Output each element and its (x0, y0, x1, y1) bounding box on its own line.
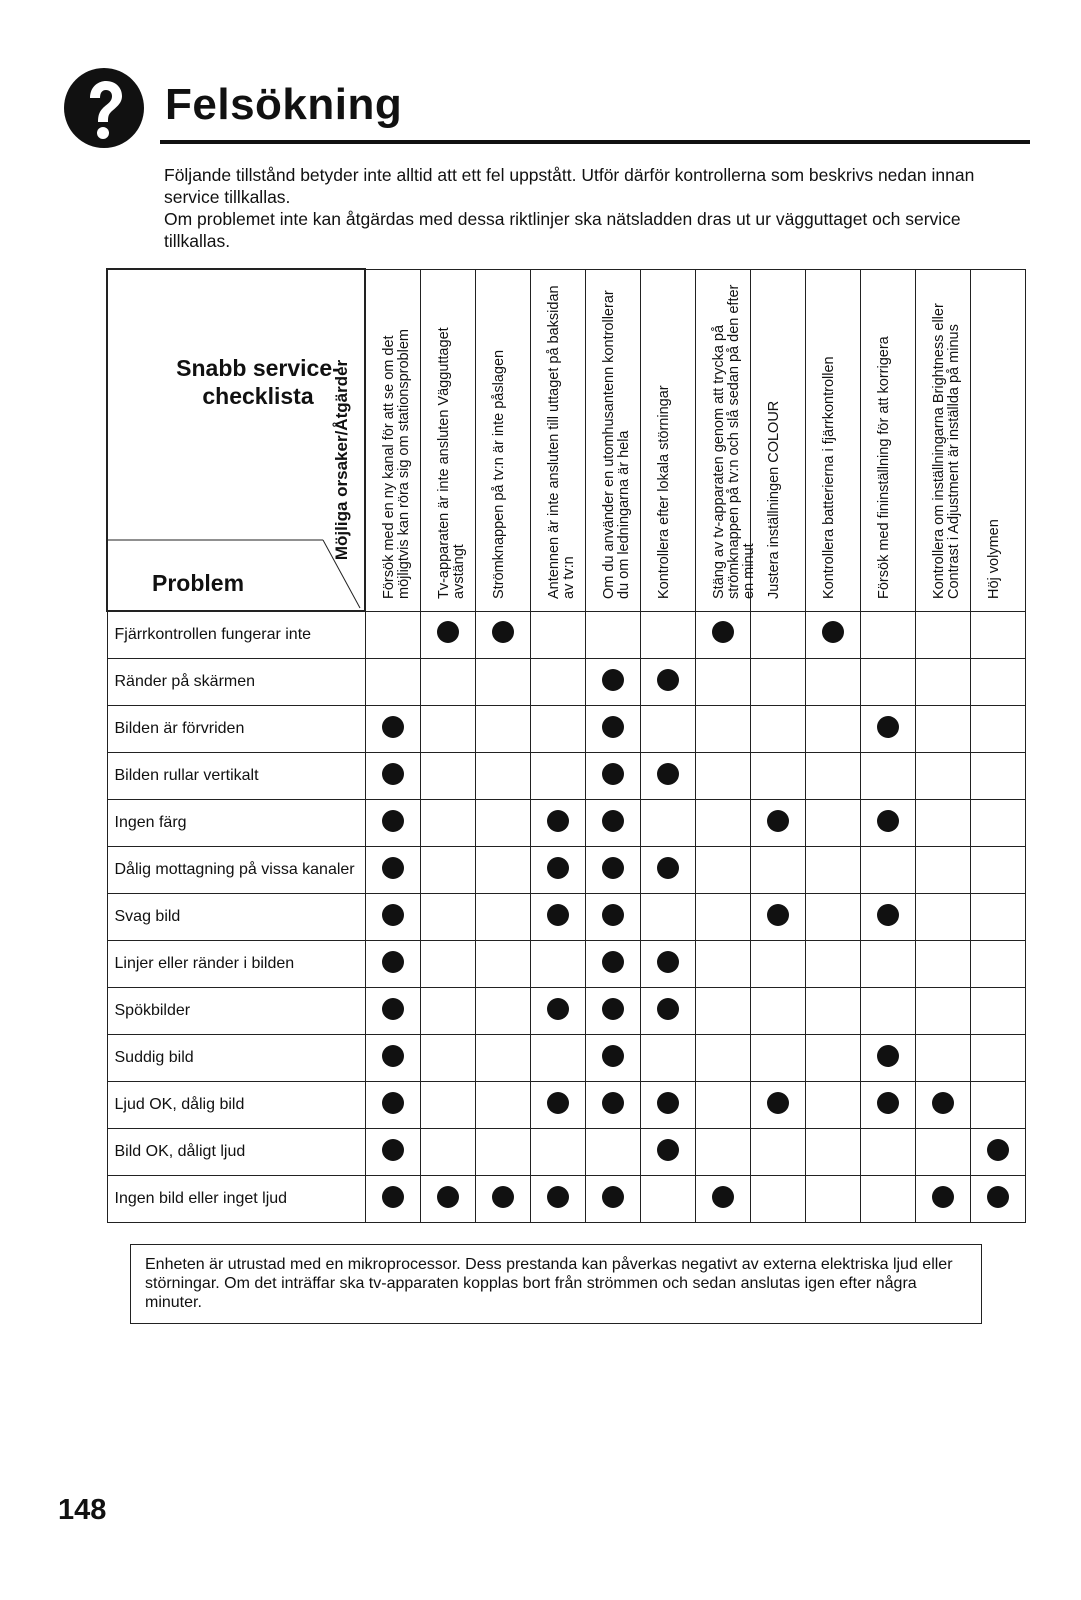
check-cell (365, 753, 421, 800)
check-cell (806, 847, 861, 894)
cause-label: Försök med fininställning för att korrigera (876, 335, 892, 599)
filled-dot-icon (602, 857, 624, 879)
check-cell (641, 800, 696, 847)
check-cell (806, 1176, 861, 1223)
check-cell (971, 611, 1026, 659)
problem-rows (107, 611, 1026, 1223)
filled-dot-icon (657, 998, 679, 1020)
check-cell (751, 894, 806, 941)
check-cell (751, 847, 806, 894)
cause-label: Tv-apparaten är inte ansluten Vägguttaget avstängt (436, 326, 467, 599)
check-cell (861, 753, 916, 800)
problem-label: Spökbilder (107, 988, 365, 1035)
check-cell (751, 1035, 806, 1082)
check-cell (421, 1129, 476, 1176)
check-cell (641, 1176, 696, 1223)
check-cell (476, 611, 531, 659)
check-cell (421, 659, 476, 706)
filled-dot-icon (382, 810, 404, 832)
check-cell (751, 706, 806, 753)
check-cell (971, 988, 1026, 1035)
check-cell (531, 706, 586, 753)
check-cell (641, 1129, 696, 1176)
cause-column-header (586, 269, 641, 611)
check-cell (806, 941, 861, 988)
cause-column-header (916, 269, 971, 611)
check-cell (861, 894, 916, 941)
filled-dot-icon (382, 1139, 404, 1161)
problem-label: Ingen bild eller inget ljud (107, 1176, 365, 1223)
filled-dot-icon (602, 1045, 624, 1067)
cause-label: Antennen är inte ansluten till uttaget på baksidan av tv:n (546, 284, 577, 599)
cause-column-header (696, 269, 757, 611)
check-cell (696, 1129, 751, 1176)
filled-dot-icon (547, 998, 569, 1020)
check-cell (861, 706, 916, 753)
check-cell (641, 753, 696, 800)
problem-label: Suddig bild (107, 1035, 365, 1082)
check-cell (861, 659, 916, 706)
check-cell (861, 1082, 916, 1129)
check-cell (586, 1129, 641, 1176)
filled-dot-icon (382, 716, 404, 738)
table-row (107, 894, 1026, 941)
filled-dot-icon (877, 810, 899, 832)
cause-label: Stäng av tv-apparaten genom att trycka på strömknappen på tv:n och slå sedan på den efter en minut (711, 284, 757, 599)
checklist-corner (107, 269, 365, 611)
check-cell (365, 847, 421, 894)
check-cell (421, 941, 476, 988)
cause-column-header (751, 269, 806, 611)
check-cell (586, 988, 641, 1035)
check-cell (971, 894, 1026, 941)
check-cell (696, 941, 751, 988)
check-cell (696, 706, 751, 753)
check-cell (586, 941, 641, 988)
check-cell (531, 1035, 586, 1082)
check-cell (971, 753, 1026, 800)
microprocessor-notice: Enheten är utrustad med en mikroprocessor. Dess prestanda kan påverkas negativt av externa elektriska ljud eller störningar. Om det inträffar ska tv-apparaten kopplas bort från strömmen och sedan anslutas igen efter några minuter. (130, 1244, 982, 1324)
filled-dot-icon (547, 904, 569, 926)
check-cell (806, 753, 861, 800)
check-cell (365, 1035, 421, 1082)
check-cell (586, 1082, 641, 1129)
table-row (107, 706, 1026, 753)
check-cell (971, 1176, 1026, 1223)
filled-dot-icon (547, 810, 569, 832)
check-cell (641, 941, 696, 988)
filled-dot-icon (877, 1045, 899, 1067)
check-cell (476, 941, 531, 988)
check-cell (916, 611, 971, 659)
check-cell (696, 611, 751, 659)
check-cell (531, 1176, 586, 1223)
check-cell (861, 988, 916, 1035)
cause-label: Kontrollera om inställningarna Brightness eller Contrast i Adjustment är inställda på minus (931, 302, 962, 599)
check-cell (531, 1129, 586, 1176)
check-cell (751, 941, 806, 988)
filled-dot-icon (712, 621, 734, 643)
cause-label: Kontrollera efter lokala störningar (656, 384, 672, 599)
check-cell (365, 988, 421, 1035)
table-row (107, 988, 1026, 1035)
table-row (107, 847, 1026, 894)
check-cell (365, 659, 421, 706)
intro-paragraph: Följande tillstånd betyder inte alltid att ett fel uppstått. Utför därför kontrollerna som beskrivs nedan innan service tillkallas. (164, 165, 975, 207)
intro-text (164, 164, 1024, 252)
filled-dot-icon (877, 716, 899, 738)
cause-column-header (421, 269, 476, 611)
column-header-row (107, 269, 1026, 611)
filled-dot-icon (382, 1045, 404, 1067)
check-cell (476, 1035, 531, 1082)
filled-dot-icon (767, 1092, 789, 1114)
check-cell (916, 941, 971, 988)
check-cell (916, 847, 971, 894)
check-cell (971, 706, 1026, 753)
cause-column-header (365, 269, 421, 611)
check-cell (696, 659, 751, 706)
check-cell (421, 847, 476, 894)
problem-label: Svag bild (107, 894, 365, 941)
service-checklist-table (106, 268, 1026, 1223)
filled-dot-icon (437, 621, 459, 643)
filled-dot-icon (657, 951, 679, 973)
filled-dot-icon (602, 716, 624, 738)
filled-dot-icon (877, 904, 899, 926)
check-cell (971, 1082, 1026, 1129)
cause-column-header (971, 269, 1026, 611)
cause-label: Strömknappen på tv:n är inte påslagen (491, 349, 507, 599)
filled-dot-icon (382, 904, 404, 926)
check-cell (751, 1129, 806, 1176)
check-cell (476, 894, 531, 941)
check-cell (916, 1082, 971, 1129)
check-cell (531, 800, 586, 847)
check-cell (806, 706, 861, 753)
filled-dot-icon (492, 621, 514, 643)
filled-dot-icon (987, 1139, 1009, 1161)
problem-label: Dålig mottagning på vissa kanaler (107, 847, 365, 894)
filled-dot-icon (437, 1186, 459, 1208)
check-cell (476, 1082, 531, 1129)
check-cell (916, 800, 971, 847)
intro-paragraph: Om problemet inte kan åtgärdas med dessa riktlinjer ska nätsladden dras ut ur vägguttaget och service tillkallas. (164, 209, 961, 251)
filled-dot-icon (932, 1186, 954, 1208)
check-cell (916, 1129, 971, 1176)
filled-dot-icon (547, 857, 569, 879)
check-cell (806, 894, 861, 941)
check-cell (476, 753, 531, 800)
filled-dot-icon (602, 763, 624, 785)
filled-dot-icon (382, 951, 404, 973)
check-cell (916, 988, 971, 1035)
check-cell (916, 894, 971, 941)
check-cell (365, 1129, 421, 1176)
check-cell (806, 1129, 861, 1176)
filled-dot-icon (712, 1186, 734, 1208)
filled-dot-icon (492, 1186, 514, 1208)
check-cell (751, 753, 806, 800)
problem-label: Bild OK, dåligt ljud (107, 1129, 365, 1176)
check-cell (586, 1176, 641, 1223)
check-cell (696, 1176, 751, 1223)
filled-dot-icon (767, 810, 789, 832)
corner-diagonal (108, 270, 362, 610)
check-cell (751, 1176, 806, 1223)
check-cell (916, 1176, 971, 1223)
check-cell (421, 753, 476, 800)
check-cell (641, 1035, 696, 1082)
check-cell (861, 611, 916, 659)
check-cell (806, 988, 861, 1035)
check-cell (586, 611, 641, 659)
filled-dot-icon (767, 904, 789, 926)
check-cell (421, 894, 476, 941)
check-cell (971, 847, 1026, 894)
table-row (107, 1176, 1026, 1223)
check-cell (476, 659, 531, 706)
check-cell (861, 1176, 916, 1223)
check-cell (806, 659, 861, 706)
problem-label: Linjer eller ränder i bilden (107, 941, 365, 988)
filled-dot-icon (382, 1092, 404, 1114)
check-cell (531, 988, 586, 1035)
filled-dot-icon (657, 669, 679, 691)
filled-dot-icon (602, 810, 624, 832)
check-cell (531, 1082, 586, 1129)
check-cell (971, 1129, 1026, 1176)
cause-label: Om du använder en utomhusantenn kontrollerar du om ledningarna är hela (601, 289, 632, 599)
check-cell (586, 1035, 641, 1082)
problem-label: Ränder på skärmen (107, 659, 365, 706)
check-cell (531, 753, 586, 800)
check-cell (916, 706, 971, 753)
filled-dot-icon (987, 1186, 1009, 1208)
checklist-title: Snabb service-checklista (176, 355, 340, 409)
filled-dot-icon (602, 904, 624, 926)
check-cell (531, 659, 586, 706)
check-cell (421, 988, 476, 1035)
check-cell (586, 800, 641, 847)
check-cell (365, 706, 421, 753)
filled-dot-icon (602, 1186, 624, 1208)
filled-dot-icon (602, 669, 624, 691)
cause-label: Kontrollera batterierna i fjärrkontrollen (821, 355, 837, 599)
cause-label: Justera inställningen COLOUR (766, 400, 782, 599)
filled-dot-icon (657, 857, 679, 879)
check-cell (421, 1082, 476, 1129)
filled-dot-icon (822, 621, 844, 643)
table-row (107, 1129, 1026, 1176)
check-cell (696, 847, 751, 894)
check-cell (641, 659, 696, 706)
filled-dot-icon (932, 1092, 954, 1114)
check-cell (365, 894, 421, 941)
problem-label: Bilden är förvriden (107, 706, 365, 753)
cause-column-header (531, 269, 586, 611)
check-cell (971, 800, 1026, 847)
filled-dot-icon (657, 763, 679, 785)
check-cell (421, 611, 476, 659)
check-cell (641, 611, 696, 659)
check-cell (531, 611, 586, 659)
filled-dot-icon (602, 1092, 624, 1114)
problem-label: Ingen färg (107, 800, 365, 847)
cause-column-header (861, 269, 916, 611)
check-cell (476, 706, 531, 753)
filled-dot-icon (382, 763, 404, 785)
check-cell (421, 800, 476, 847)
filled-dot-icon (602, 951, 624, 973)
check-cell (696, 988, 751, 1035)
page-title: Felsökning (165, 80, 403, 129)
check-cell (861, 800, 916, 847)
problem-label: Bilden rullar vertikalt (107, 753, 365, 800)
check-cell (586, 894, 641, 941)
check-cell (531, 847, 586, 894)
check-cell (365, 941, 421, 988)
filled-dot-icon (547, 1092, 569, 1114)
check-cell (806, 1035, 861, 1082)
filled-dot-icon (382, 857, 404, 879)
filled-dot-icon (657, 1092, 679, 1114)
title-divider (160, 140, 1030, 144)
check-cell (476, 800, 531, 847)
check-cell (971, 1035, 1026, 1082)
check-cell (641, 894, 696, 941)
check-cell (696, 800, 751, 847)
filled-dot-icon (602, 998, 624, 1020)
check-cell (365, 611, 421, 659)
cause-label: Höj volymen (986, 518, 1002, 599)
table-row (107, 800, 1026, 847)
filled-dot-icon (657, 1139, 679, 1161)
check-cell (861, 941, 916, 988)
table-row (107, 1035, 1026, 1082)
check-cell (531, 941, 586, 988)
table-row (107, 1082, 1026, 1129)
check-cell (421, 706, 476, 753)
check-cell (586, 847, 641, 894)
check-cell (365, 800, 421, 847)
check-cell (365, 1176, 421, 1223)
check-cell (641, 706, 696, 753)
check-cell (476, 847, 531, 894)
check-cell (696, 1082, 751, 1129)
table-row (107, 753, 1026, 800)
problem-heading: Problem (152, 570, 245, 596)
check-cell (971, 941, 1026, 988)
check-cell (806, 800, 861, 847)
check-cell (696, 1035, 751, 1082)
check-cell (861, 1129, 916, 1176)
check-cell (861, 847, 916, 894)
check-cell (641, 847, 696, 894)
check-cell (531, 894, 586, 941)
check-cell (696, 894, 751, 941)
check-cell (641, 988, 696, 1035)
check-cell (916, 659, 971, 706)
filled-dot-icon (877, 1092, 899, 1114)
filled-dot-icon (382, 1186, 404, 1208)
check-cell (916, 753, 971, 800)
check-cell (751, 611, 806, 659)
cause-column-header (806, 269, 861, 611)
check-cell (586, 753, 641, 800)
check-cell (476, 988, 531, 1035)
question-mark-icon (62, 66, 146, 150)
check-cell (365, 1082, 421, 1129)
problem-label: Fjärrkontrollen fungerar inte (107, 611, 365, 659)
check-cell (696, 753, 751, 800)
page-number: 148 (58, 1494, 107, 1526)
check-cell (421, 1176, 476, 1223)
check-cell (916, 1035, 971, 1082)
check-cell (421, 1035, 476, 1082)
check-cell (751, 659, 806, 706)
table-row (107, 611, 1026, 659)
cause-column-header (641, 269, 696, 611)
cause-column-header (476, 269, 531, 611)
check-cell (476, 1176, 531, 1223)
table-row (107, 659, 1026, 706)
check-cell (586, 706, 641, 753)
check-cell (476, 1129, 531, 1176)
check-cell (751, 1082, 806, 1129)
check-cell (641, 1082, 696, 1129)
problem-label: Ljud OK, dålig bild (107, 1082, 365, 1129)
table-row (107, 941, 1026, 988)
filled-dot-icon (382, 998, 404, 1020)
causes-heading: Möjliga orsaker/Åtgärder (332, 359, 351, 561)
check-cell (861, 1035, 916, 1082)
check-cell (971, 659, 1026, 706)
check-cell (751, 800, 806, 847)
check-cell (806, 1082, 861, 1129)
cause-label: Försök med en ny kanal för att se om det möjligtvis kan röra sig om stationsproblem (381, 328, 412, 599)
check-cell (751, 988, 806, 1035)
filled-dot-icon (547, 1186, 569, 1208)
check-cell (586, 659, 641, 706)
check-cell (806, 611, 861, 659)
